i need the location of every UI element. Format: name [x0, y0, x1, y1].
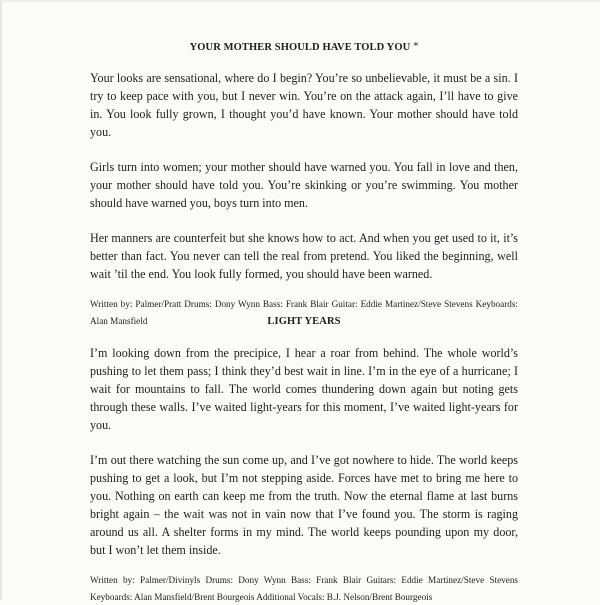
verse-2: I’m out there watching the sun come up, and I’ve got nowhere to hide. The world keeps pushing to get a look, but I’m not stepping aside. Forces have met to bring me here to you. Nothing on earth can keep me from the truth. Now the eternal flame at last burns bright again – the wait was not in vain now that I’ve found you. The storm is raging around us all. A shelter forms in my mind. The world keeps pounding upon my door, but I won’t let them inside.: [90, 453, 518, 557]
verse-1: Your looks are sensational, where do I begin? You’re so unbelievable, it must be a sin. I try to keep pace with you, but I never win. You’re on the attack again, I’ll have to give in. You look fully grown, I thought you’d have known. Your mother should have told you.: [90, 71, 518, 139]
song-title-mark: *: [413, 41, 419, 52]
song-title: [90, 316, 518, 327]
song-credits: Written by: Palmer/Pratt Drums: Dony Wynn Bass: Frank Blair Guitar: Eddie Martinez/Steve Stevens Keyboards: Alan Mansfield: [90, 299, 518, 326]
verse-1: I’m looking down from the precipice, I hear a roar from behind. The whole world’s pushing to let them pass; I think they’d best wait in line. I’m in the eye of a hurricane; I wait for mountains to fall. The world comes thundering down again but noting gets through these walls. I’ve waited light-years for this moment, I’ve waited light-years for you.: [90, 346, 518, 432]
song-title-text: YOUR MOTHER SHOULD HAVE TOLD YOU: [189, 42, 411, 53]
song-title: [90, 42, 518, 53]
song-title-text: LIGHT YEARS: [267, 316, 341, 327]
verse-2: Girls turn into women; your mother should have warned you. You fall in love and then, your mother should have told you. You’re skinking or you’re swimming. You mother should have warned you, boys turn into men.: [90, 160, 518, 210]
verse-3: Her manners are counterfeit but she knows how to act. And when you get used to it, it’s better than fact. You never can tell the real from pretend. You liked the beginning, well wait ’til the end. You look fully formed, you should have been warned.: [90, 231, 518, 281]
song-your-mother-should-have-told-you: [90, 42, 518, 329]
song-light-years: [90, 316, 518, 605]
song-credits: Written by: Palmer/Divinyls Drums: Dony Wynn Bass: Frank Blair Guitars: Eddie Martinez/Steve Stevens Keyboards: Alan Mansfield/Brent Bourgeois Additional Vocals: B.J. Nelson/Brent Bourgeois: [90, 575, 518, 602]
